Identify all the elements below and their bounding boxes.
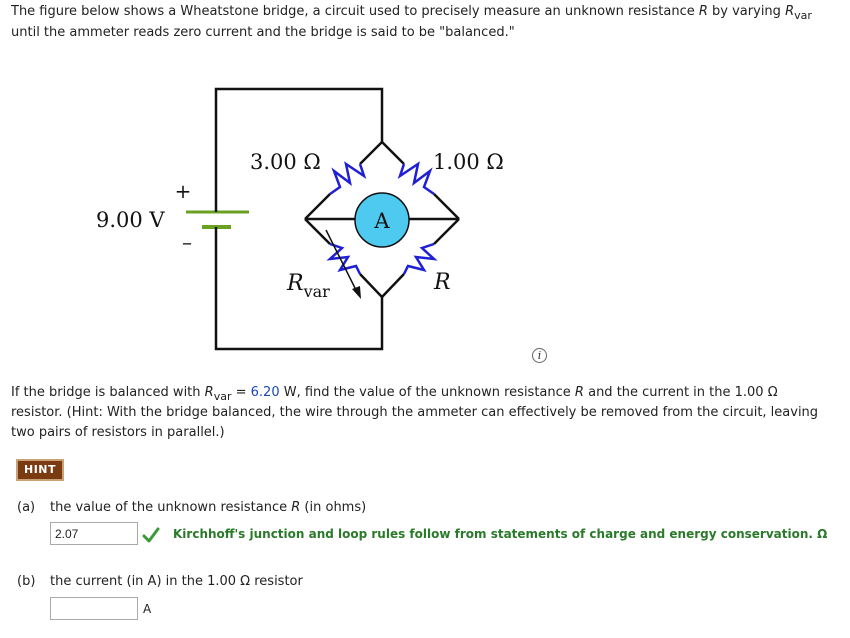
- part-a-answer-input[interactable]: [50, 522, 138, 545]
- wire-top-right-b: [434, 194, 459, 219]
- part-a-question: the value of the unknown resistance R (in ohms): [50, 500, 367, 515]
- resistor-1ohm: [400, 164, 434, 194]
- problem-line-1: If the bridge is balanced with $R_{var} = 6.20$ W, find the value of the unknown resistance R and the current in the 1.00 Ω: [11, 385, 778, 403]
- battery-plus: +: [174, 179, 192, 203]
- wire-top-left-a: [360, 142, 382, 164]
- ammeter-label: A: [374, 209, 390, 233]
- info-icon[interactable]: i: [532, 348, 547, 363]
- problem-text: [11, 383, 836, 443]
- label-1ohm: 1.00 Ω: [433, 150, 504, 174]
- wire-bottom-right-a: [434, 219, 459, 244]
- part-b-unit: A: [143, 602, 152, 616]
- battery-voltage-label: 9.00 V: [96, 208, 165, 232]
- part-a-feedback: Kirchhoff's junction and loop rules follow from statements of charge and energy conservation. Ω: [173, 527, 828, 541]
- problem-line-3: two pairs of resistors in parallel.): [11, 425, 225, 440]
- part-a-label: (a): [17, 500, 36, 515]
- var-rvar: R: [785, 4, 795, 19]
- part-b-label: (b): [17, 574, 36, 589]
- part-b-answer-input[interactable]: [50, 597, 138, 620]
- wire-top-right-a: [382, 142, 404, 164]
- intro-line-1: The figure below shows a Wheatstone bridge, a circuit used to precisely measure an unknown resistance R by varying $R_{var}$: [11, 4, 812, 22]
- correct-check-icon: [142, 527, 160, 543]
- wire-bottom-left-b: [360, 274, 382, 297]
- wire-top-left-b: [305, 194, 330, 219]
- label-3ohm: 3.00 Ω: [250, 150, 321, 174]
- part-b-question: the current (in A) in the 1.00 Ω resistor: [50, 574, 303, 589]
- battery-minus: –: [182, 230, 192, 254]
- wire-bottom-right-b: [382, 274, 404, 297]
- wheatstone-bridge-figure: [0, 75, 560, 360]
- rvar-value: 6.20: [250, 385, 280, 400]
- rvar-arrow-head: [352, 286, 361, 299]
- resistor-3ohm: [330, 164, 364, 194]
- var-r: R: [698, 4, 708, 19]
- label-rvar: $R_{var}$: [287, 271, 330, 301]
- wire-top: [216, 89, 382, 142]
- hint-button[interactable]: HINT: [16, 459, 64, 481]
- intro-line-2: until the ammeter reads zero current and the bridge is said to be "balanced.": [11, 25, 515, 40]
- resistor-r-unknown: [404, 244, 434, 274]
- problem-line-2: resistor. (Hint: With the bridge balanced, the wire through the ammeter can effectively be removed from the circuit, leaving: [11, 405, 819, 420]
- label-r-unknown: R: [434, 270, 451, 295]
- intro-text: [11, 1, 841, 43]
